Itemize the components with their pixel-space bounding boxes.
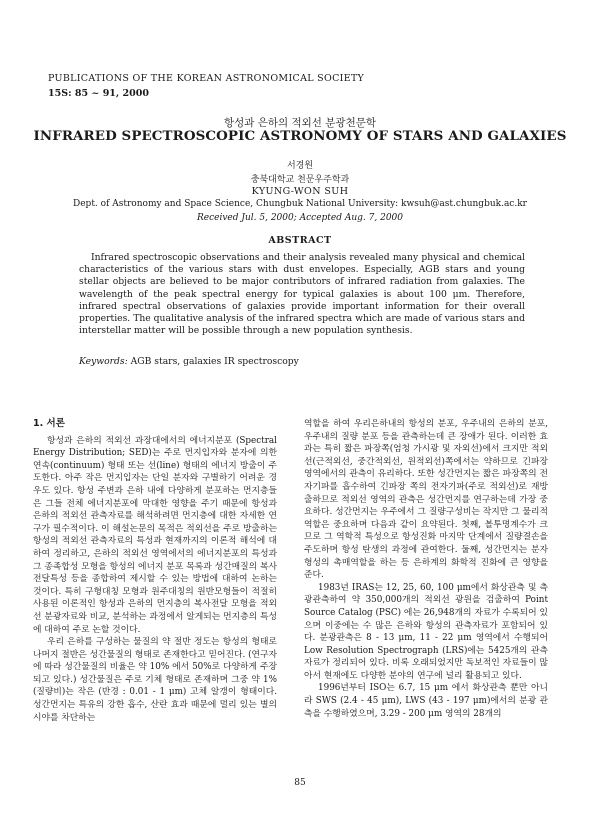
keywords-text: AGB stars, galaxies IR spectroscopy (127, 356, 299, 367)
paragraph: 1996년부터 ISO는 6.7, 15 μm 에서 화상관측 뿐만 아니라 SWS (2.4 - 45 μm), LWS (43 - 197 μm)에서의 분광 관측을 수행하였으며, 3.29 - 200 μm 영역의 28개의 (304, 683, 548, 719)
volume-info: 15S: 85 ~ 91, 2000 (48, 88, 149, 99)
paragraph: 역할을 하여 우리은하내의 항성의 분포, 우주내의 은하의 분포, 우주내의 질량 분포 등을 관측하는데 큰 장애가 된다. 이러한 효과는 특히 짧은 파장쪽(엄청 가시광 및 자외선)에서 크지만 적외선(근적외선, 중간적외선, 원적외선)쪽에서는 약하므로 긴파장 영역에서의 관측이 유리하다. 또한 성간먼지는 짧은 파장쪽의 전자기파를 흡수하여 긴파장 쪽의 전자기파(주로 적외선)로 재방출하므로 적외선 영역의 관측은 성간먼지를 연구하는데 가장 중요하다. 성간먼지는 우주에서 그 질량구성비는 작지만 그 물리적 역할은 중요하며 다음과 같이 요약된다. 첫째, 볼투명계수가 크므로 그 역학적 특성으로 항성진화 마지막 단계에서 질량결손을 주도하며 항성 탄생의 과정에 관여한다. 둘째, 성간먼지는 분자형성의 촉매역할을 하는 등 은하계의 화학적 진화에 큰 영향을 준다. (304, 419, 548, 581)
korean-affiliation: 충북대학교 천문우주학과 (250, 175, 350, 185)
right-column (304, 418, 548, 720)
keywords-label: Keywords: (79, 356, 128, 367)
english-author: KYUNG-WON SUH (251, 186, 349, 197)
received-dates: Received Jul. 5, 2000; Accepted Aug. 7, 2000 (197, 213, 403, 223)
keywords (79, 356, 299, 367)
paragraph: 우리 은하를 구성하는 물질의 약 절반 정도는 항성의 형태로 나머지 절반은 성간물질의 형태로 존재한다고 믿어진다. (연구자에 따라 성간물질의 비율은 약 10% 에서 50%로 다양하게 주장되고 있다.) 성간물질은 주로 기체 형태로 존재하며 그중 약 1% (질량비)는 작은 (반경 : 0.01 - 1 μm) 고체 알갱이 형태이다. 성간먼지는 특유의 강한 흡수, 산란 효과 때문에 멀리 있는 별의 시야를 차단하는 (33, 637, 277, 723)
page-number: 85 (294, 778, 306, 788)
left-column (33, 418, 277, 724)
english-affiliation: Dept. of Astronomy and Space Science, Chungbuk National University: kwsuh@ast.chungbuk.ac.kr (73, 199, 527, 209)
abstract-heading: ABSTRACT (268, 235, 332, 246)
english-title: INFRARED SPECTROSCOPIC ASTRONOMY OF STARS AND GALAXIES (33, 128, 567, 144)
section-heading: 1. 서론 (33, 418, 65, 429)
abstract-text: Infrared spectroscopic observations and their analysis revealed many physical and chemical characteristics of the various stars with dust envelopes. Especially, AGB stars and young stellar objects are believed to be major contributors of infrared radiation from galaxies. The wavelength of the peak spectral energy for typical galaxies is about 100 μm. Therefore, infrared spectral observations of galaxies provide important information for their overall properties. The qualitative analysis of the infrared spectra which are made of various stars and interstellar matter will be possible through a new population synthesis. (79, 252, 525, 337)
paragraph: 1983년 IRAS는 12, 25, 60, 100 μm에서 화상관측 및 측광관측하여 약 350,000개의 적외선 광원을 검출하여 Point Source Catalog (PSC) 에는 26,948개의 자료가 수록되어 있으며 이중에는 수 많은 은하와 항성의 관측자료가 포함되어 있다. 분광관측은 8 - 13 μm, 11 - 22 μm 영역에서 수행되어 Low Resolution Spectrograph (LRS)에는 5425개의 관측자료가 정리되어 있다. 비록 오래되었지만 독보적인 자료들이 많아서 현재에도 다양한 분야의 연구에 널리 활용되고 있다. (304, 582, 548, 681)
korean-title: 항성과 은하의 적외선 분광천문학 (223, 117, 376, 129)
paragraph: 항성과 은하의 적외선 과장대에서의 에너지분포 (Spectral Energy Distribution; SED)는 주로 먼지입자와 분자에 의한 연속(continuum) 형태 또는 선(line) 형태의 에너지 방출이 주도한다. 아주 작은 먼지입자는 단일 분자와 구별하기 어려운 경우도 있다. 항성 주변과 은하 내에 다양하게 분포하는 먼지층들은 그들 전체 에너지분포에 막대한 영향을 주기 때문에 항성과 은하의 적외선 관측자료를 해석하려면 먼지층에 대한 자세한 연구가 필수적이다. 이 해설논문의 목적은 적외선을 주로 방출하는 항성의 적외선 관측자료의 특성과 현재까지의 이론적 해석에 대하여 정리하고, 은하의 적외선 영역에서의 에너지분포의 특성과 그 종족합성 모형을 항성의 에너지 분포 목록과 성간매질의 복사전달특성 등을 종합하여 제시할 수 있는 방법에 대하여 논하는 것이다. 특히 구형대칭 모형과 원주대칭의 원반모형들이 적절히 사용된 이론적인 항성과 은하의 먼지층의 복사전달 모형을 적외선 분광자료와 비교, 분석하는 과정에서 알게되는 먼지층의 특성에 대하여 주로 논할 것이다. (33, 435, 277, 635)
journal-name: PUBLICATIONS OF THE KOREAN ASTRONOMICAL SOCIETY (48, 73, 365, 84)
korean-author: 서경원 (286, 161, 314, 171)
